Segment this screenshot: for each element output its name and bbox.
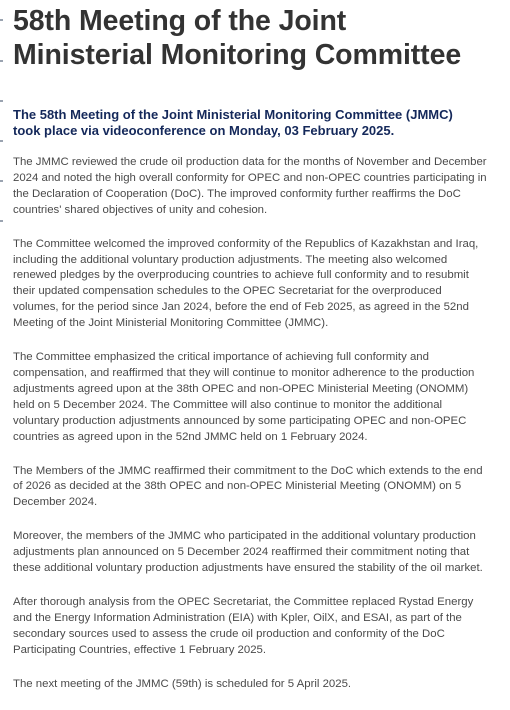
body-line: secondary sources used to assess the crude oil production and conformity of the DoC [13,627,445,640]
lead-line: The 58th Meeting of the Joint Ministerial Monitoring Committee (JMMC) [13,107,453,122]
body-line: The JMMC reviewed the crude oil production data for the months of November and December [13,156,487,168]
body-line: After thorough analysis from the OPEC Secretariat, the Committee replaced Rystad Energy [13,595,474,608]
body-line: countries' shared objectives of unity and cohesion. [13,203,268,216]
page-title [13,4,510,72]
body-line: countries as agreed upon in the 52nd JMMC held on 1 February 2024. [13,430,368,443]
body-paragraph [13,237,510,332]
article-body [13,155,510,710]
lead-line: took place via videoconference on Monday, 03 February 2025. [13,123,395,138]
page-title-line: 58th Meeting of the Joint [13,5,347,37]
body-line: including the additional voluntary production adjustments. The meeting also welcomed [13,253,448,266]
body-line: volumes, for the period since Jan 2024, before the end of Feb 2025, as agreed in the 52nd [13,301,469,314]
body-line: voluntary production adjustments announced by some participating OPEC and non-OPEC [13,414,467,427]
body-paragraph [13,350,510,445]
body-paragraph [13,595,510,659]
body-paragraph [13,464,510,512]
body-paragraph [13,677,510,693]
margin-mark [0,140,3,142]
body-line: their updated compensation schedules to the OPEC Secretariat for the overproduced [13,285,442,298]
body-line: held on 5 December 2024. The Committee will also continue to monitor the additional [13,398,443,411]
body-line: Meeting of the Joint Ministerial Monitoring Committee (JMMC). [13,317,329,330]
margin-mark [0,60,3,62]
body-line: Moreover, the members of the JMMC who participated in the additional voluntary production [13,530,476,543]
body-line: The Committee emphasized the critical importance of achieving full conformity and [13,351,429,364]
body-line: these additional voluntary production adjustments have ensured the stability of the oil market. [13,562,483,575]
body-paragraph [13,155,510,219]
body-line: 2024 and noted the high overall conformity for OPEC and non-OPEC countries participating in [13,171,487,184]
body-line: the Declaration of Cooperation (DoC). The improved conformity further reaffirms the DoC [13,187,461,200]
body-line: Participating Countries, effective 1 February 2025. [13,643,267,656]
body-line: The Members of the JMMC reaffirmed their commitment to the DoC which extends to the end [13,464,483,477]
body-line: December 2024. [13,496,98,509]
body-line: compensation, and reaffirmed that they will continue to monitor adherence to the production [13,366,475,379]
page-title-line: Ministerial Monitoring Committee [13,39,462,71]
body-line: The next meeting of the JMMC (59th) is scheduled for 5 April 2025. [13,677,352,690]
margin-mark [0,100,3,102]
body-line: The Committee welcomed the improved conformity of the Republics of Kazakhstan and Iraq, [13,237,479,250]
body-line: renewed pledges by the overproducing countries to achieve full conformity and to resubmit [13,269,469,282]
margin-mark [0,220,3,222]
body-line: of 2026 as decided at the 38th OPEC and non-OPEC Ministerial Meeting (ONOMM) on 5 [13,480,462,493]
margin-mark [0,180,3,182]
left-margin-marks [0,0,4,683]
lead-paragraph [13,107,498,139]
body-paragraph [13,529,510,577]
margin-mark [0,19,3,21]
body-line: and the Energy Information Administration (EIA) with Kpler, OilX, and ESAI, as part of the [13,611,462,624]
article [13,4,510,710]
body-line: adjustments agreed upon at the 38th OPEC and non-OPEC Ministerial Meeting (ONOMM) [13,382,469,395]
body-line: adjustments plan announced on 5 December 2024 reaffirmed their commitment noting that [13,546,470,559]
